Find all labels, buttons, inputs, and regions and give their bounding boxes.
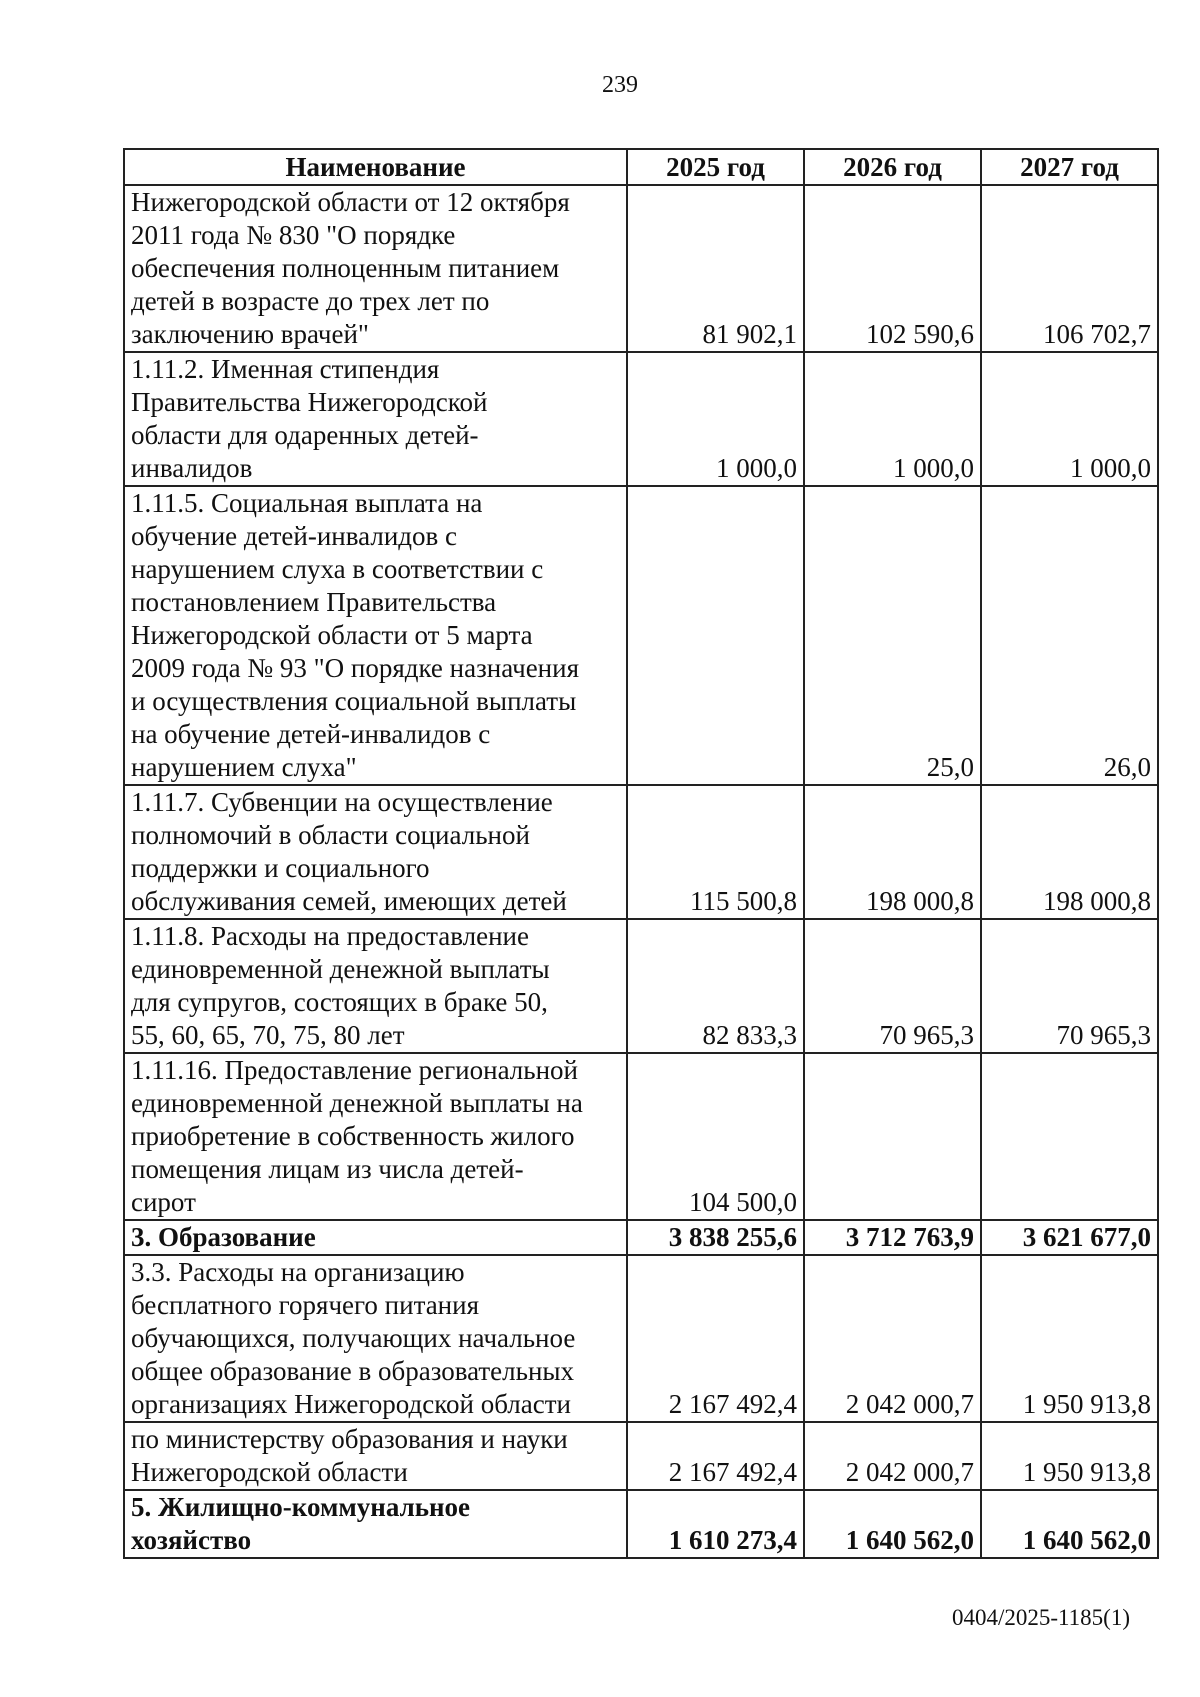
row-value-2025: [627, 919, 804, 1053]
row-value-2026: [804, 1220, 981, 1255]
row-value-text: 1 950 913,8: [1022, 1389, 1151, 1419]
row-value-text: 1 610 273,4: [668, 1525, 797, 1555]
row-value-text: 2 042 000,7: [845, 1457, 974, 1487]
row-name-text: 5. Жилищно-коммунальное хозяйство: [131, 1492, 471, 1555]
row-value-text: 1 640 562,0: [1022, 1525, 1151, 1555]
row-value-text: 70 965,3: [879, 1020, 974, 1050]
row-value-2027: [981, 1255, 1158, 1422]
row-value-2026: [804, 1255, 981, 1422]
table-row: [124, 1053, 1158, 1220]
table-row: [124, 1255, 1158, 1422]
row-value-text: 3 621 677,0: [1022, 1222, 1151, 1252]
row-name-text: 1.11.7. Субвенции на осуществление полномочий в области социальной поддержки и социального обслуживания семей, имеющих детей: [131, 787, 567, 916]
row-name-text: Нижегородской области от 12 октября 2011 года № 830 "О порядке обеспечения полноценным питанием детей в возрасте до трех лет по заключению врачей": [131, 187, 570, 349]
row-value-2027: [981, 1422, 1158, 1490]
row-value-text: 115 500,8: [690, 886, 797, 916]
row-value-2026: [804, 1490, 981, 1558]
row-value-2025: [627, 1255, 804, 1422]
row-value-2026: [804, 185, 981, 352]
row-name-text: 1.11.5. Социальная выплата на обучение детей-инвалидов с нарушением слуха в соответствии с постановлением Правительства Нижегородской области от 5 марта 2009 года № 93 "О порядке назначения и осуществления социальной выплаты на обучение детей-инвалидов с нарушением слуха": [131, 488, 579, 782]
header-name: Наименование: [124, 149, 627, 185]
row-value-text: 70 965,3: [1056, 1020, 1151, 1050]
table-header-row: [124, 149, 1158, 185]
row-value-2025: [627, 1053, 804, 1220]
row-value-2026: [804, 1053, 981, 1220]
row-value-2025: [627, 185, 804, 352]
row-value-text: 2 042 000,7: [845, 1389, 974, 1419]
row-value-2025: [627, 352, 804, 486]
row-value-2026: [804, 1422, 981, 1490]
row-value-2025: [627, 785, 804, 919]
row-value-text: 26,0: [1103, 752, 1151, 782]
row-value-text: 25,0: [926, 752, 974, 782]
table-row: [124, 785, 1158, 919]
row-value-text: 198 000,8: [1043, 886, 1151, 916]
row-name-cell: [124, 185, 627, 352]
row-name-text: 3. Образование: [131, 1222, 316, 1252]
row-value-2027: [981, 352, 1158, 486]
row-value-2027: [981, 1490, 1158, 1558]
row-value-2025: [627, 1490, 804, 1558]
row-value-2027: [981, 919, 1158, 1053]
row-value-text: 2 167 492,4: [668, 1389, 797, 1419]
header-2026: 2026 год: [804, 149, 981, 185]
row-value-2026: [804, 785, 981, 919]
row-name-text: по министерству образования и науки Нижегородской области: [131, 1424, 568, 1487]
row-name-text: 1.11.16. Предоставление региональной единовременной денежной выплаты на приобретение в собственность жилого помещения лицам из числа детей- сирот: [131, 1055, 583, 1217]
table-row: [124, 486, 1158, 785]
row-value-text: 1 000,0: [716, 453, 797, 483]
row-name-text: 1.11.2. Именная стипендия Правительства Нижегородской области для одаренных детей- инвалидов: [131, 354, 488, 483]
table-row: [124, 1220, 1158, 1255]
row-value-2025: [627, 1422, 804, 1490]
row-name-text: 3.3. Расходы на организацию бесплатного горячего питания обучающихся, получающих начальное общее образование в образовательных организациях Нижегородской области: [131, 1257, 576, 1419]
document-code: 0404/2025-1185(1): [951, 1605, 1130, 1630]
row-value-2026: [804, 919, 981, 1053]
row-value-2027: [981, 486, 1158, 785]
row-value-2026: [804, 486, 981, 785]
row-value-text: 1 950 913,8: [1022, 1457, 1151, 1487]
row-value-text: 1 000,0: [1070, 453, 1151, 483]
row-name-text: 1.11.8. Расходы на предоставление единовременной денежной выплаты для супругов, состоящих в браке 50, 55, 60, 65, 70, 75, 80 лет: [131, 921, 550, 1050]
row-name-cell: [124, 1255, 627, 1422]
table-body: [124, 185, 1158, 1558]
table-row: [124, 1490, 1158, 1558]
row-value-2026: [804, 352, 981, 486]
header-2027: 2027 год: [981, 149, 1158, 185]
table-row: [124, 185, 1158, 352]
table-row: [124, 352, 1158, 486]
row-name-cell: [124, 1220, 627, 1255]
row-value-text: 1 000,0: [893, 453, 974, 483]
row-value-text: 106 702,7: [1043, 319, 1151, 349]
row-value-text: 198 000,8: [866, 886, 974, 916]
row-value-text: 3 712 763,9: [845, 1222, 974, 1252]
row-name-cell: [124, 785, 627, 919]
row-value-text: 81 902,1: [702, 319, 797, 349]
row-value-2027: [981, 1053, 1158, 1220]
row-value-text: 102 590,6: [866, 319, 974, 349]
table-row: [124, 1422, 1158, 1490]
row-value-text: 3 838 255,6: [668, 1222, 797, 1252]
table-row: [124, 919, 1158, 1053]
row-value-text: 2 167 492,4: [668, 1457, 797, 1487]
row-value-2025: [627, 1220, 804, 1255]
row-name-cell: [124, 352, 627, 486]
row-name-cell: [124, 1053, 627, 1220]
row-name-cell: [124, 486, 627, 785]
row-value-2027: [981, 785, 1158, 919]
header-2025: 2025 год: [627, 149, 804, 185]
row-value-text: 104 500,0: [689, 1187, 797, 1217]
row-value-2027: [981, 185, 1158, 352]
row-value-2025: [627, 486, 804, 785]
row-name-cell: [124, 919, 627, 1053]
row-value-text: 82 833,3: [702, 1020, 797, 1050]
row-value-2027: [981, 1220, 1158, 1255]
page-number: 239: [602, 72, 638, 98]
row-name-cell: [124, 1490, 627, 1558]
budget-table: [123, 148, 1159, 1559]
row-value-text: 1 640 562,0: [845, 1525, 974, 1555]
row-name-cell: [124, 1422, 627, 1490]
